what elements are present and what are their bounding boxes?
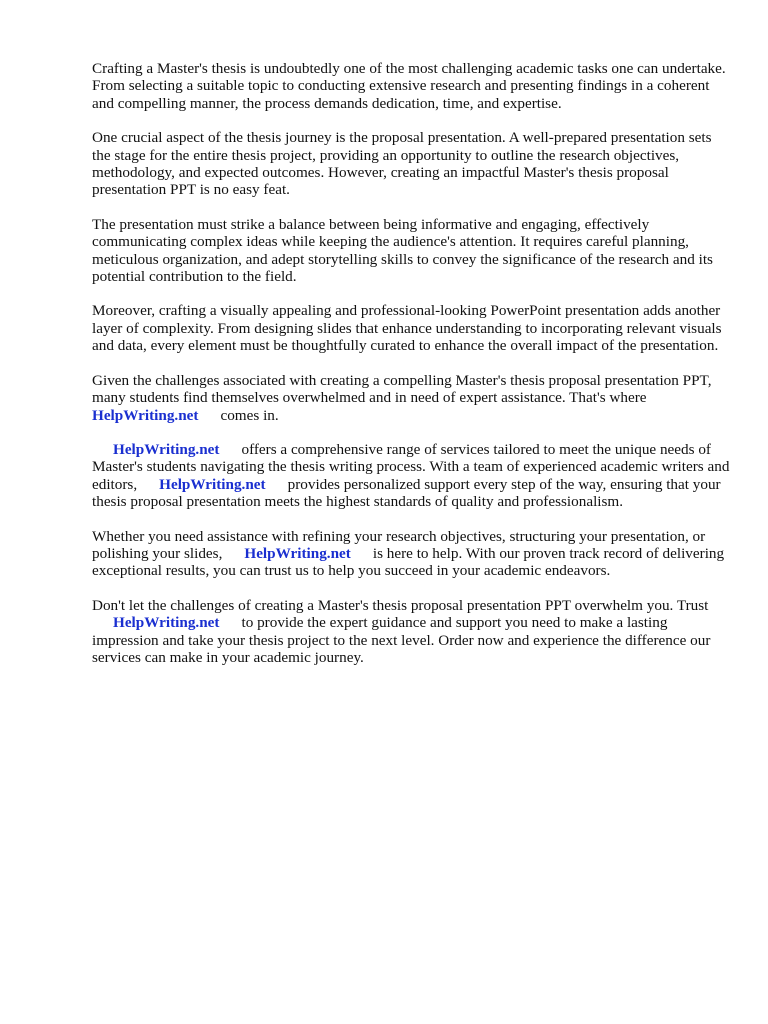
- paragraph-challenges: [92, 372, 732, 424]
- helpwriting-link[interactable]: HelpWriting.net: [244, 544, 351, 562]
- helpwriting-link[interactable]: HelpWriting.net: [113, 614, 220, 632]
- paragraph-proposal: One crucial aspect of the thesis journey is the proposal presentation. A well-prepared presentation sets the stage for the entire thesis project, providing an opportunity to outline the research objectives, methodology, and expected outcomes. However, creating an impactful Master's thesis proposal presentation PPT is no easy feat.: [92, 129, 712, 199]
- document-page: [92, 60, 732, 683]
- paragraph-challenges-tail: comes in.: [220, 406, 279, 424]
- paragraph-assistance-text: Whether you need assistance with refining your research objectives, structuring your presentation, or polishing your slides,: [92, 527, 706, 562]
- paragraph-closing-text: Don't let the challenges of creating a Master's thesis proposal presentation PPT overwhelm you. Trust: [92, 596, 709, 614]
- paragraph-assistance-tail: is here to help. With our proven track record of delivering exceptional results, you can trust us to help you succeed in your academic endeavors.: [92, 544, 725, 580]
- helpwriting-link[interactable]: HelpWriting.net: [113, 440, 220, 458]
- paragraph-assistance: [92, 528, 732, 580]
- paragraph-services-text: offers a comprehensive range of services tailored to meet the unique needs of Master's students navigating the thesis writing process. With a team of experienced academic writers and editors,: [92, 440, 730, 493]
- paragraph-services-tail: provides personalized support every step of the way, ensuring that your thesis proposal presentation meets the highest standards of quality and professionalism.: [92, 475, 721, 511]
- paragraph-balance: The presentation must strike a balance between being informative and engaging, effectively communicating complex ideas while keeping the audience's attention. It requires careful planning, meticulous organization, and adept storytelling skills to convey the significance of the research and its potential contribution to the field.: [92, 215, 713, 286]
- paragraph-intro: Crafting a Master's thesis is undoubtedly one of the most challenging academic tasks one can undertake. From selecting a suitable topic to conducting extensive research and presenting findings in a coherent and compelling manner, the process demands dedication, time, and expertise.: [92, 60, 726, 112]
- paragraph-closing: [92, 597, 732, 667]
- paragraph-powerpoint: Moreover, crafting a visually appealing and professional-looking PowerPoint presentation adds another layer of complexity. From designing slides that enhance understanding to incorporating relevant visuals and data, every element must be thoughtfully curated to enhance the overall impact of the presentation.: [92, 302, 722, 355]
- helpwriting-link[interactable]: HelpWriting.net: [159, 475, 266, 493]
- paragraph-challenges-text: Given the challenges associated with creating a compelling Master's thesis proposal presentation PPT, many students find themselves overwhelmed and in need of expert assistance. That's where: [92, 371, 712, 407]
- paragraph-services: [92, 441, 732, 511]
- helpwriting-link[interactable]: HelpWriting.net: [92, 406, 199, 424]
- paragraph-closing-tail: to provide the expert guidance and support you need to make a lasting impression and take your thesis project to the next level. Order now and experience the difference our services can make in your academic journey.: [92, 614, 711, 666]
